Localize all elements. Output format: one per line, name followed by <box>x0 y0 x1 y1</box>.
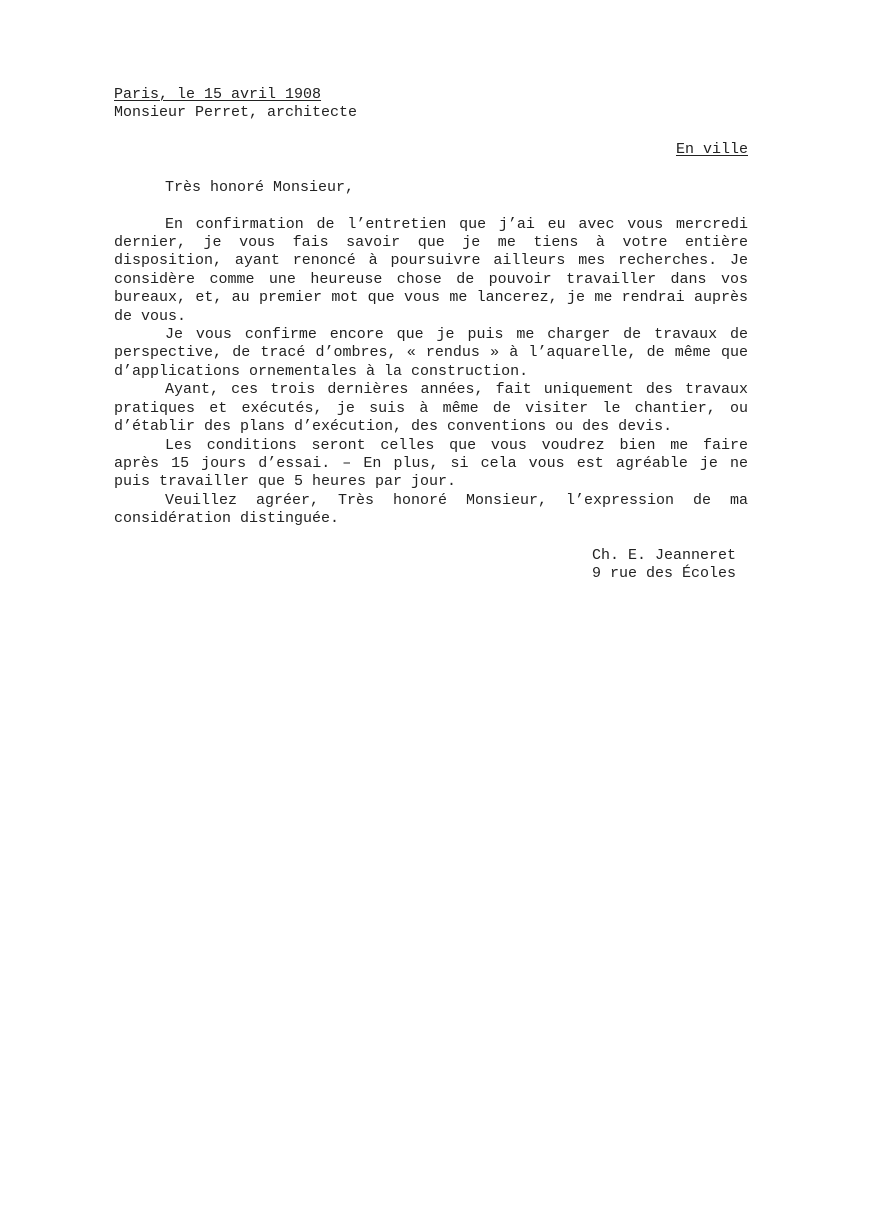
paragraph: Veuillez agréer, Très honoré Monsieur, l’expression de ma considération distinguée. <box>114 491 748 528</box>
signature-address: 9 rue des Écoles <box>592 564 737 582</box>
en-ville-text: En ville <box>675 140 748 158</box>
signature-name: Ch. E. Jeanneret <box>592 546 737 564</box>
paragraph: Je vous confirme encore que je puis me charger de travaux de perspective, de tracé d’ombres, « rendus » à l’aquarelle, de même que d’applications ornementales à la construction. <box>114 326 748 380</box>
paragraph: Ayant, ces trois dernières années, fait uniquement des travaux pratiques et exécutés, je suis à même de visiter le chantier, ou d’établir des plans d’exécution, des conventions ou des devis. <box>114 381 748 436</box>
signature-block <box>114 547 748 584</box>
paragraph: Les conditions seront celles que vous voudrez bien me faire après 15 jours d’essai. – En plus, si cela vous est agréable je ne puis travailler que 5 heures par jour. <box>114 436 748 491</box>
salutation: Très honoré Monsieur, <box>165 179 355 197</box>
recipient-line: Monsieur Perret, architecte <box>114 104 358 122</box>
date-line-text: Paris, le 15 avril 1908 <box>114 86 322 103</box>
date-line <box>114 86 748 104</box>
letter-page <box>114 86 748 583</box>
letter-body <box>114 216 748 529</box>
en-ville-line <box>114 141 748 159</box>
paragraph: En confirmation de l’entretien que j’ai eu avec vous mercredi dernier, je vous fais savoir que je me tiens à votre entière disposition, ayant renoncé à poursuivre ailleurs mes recherches. Je considère comme une heureuse chose de pouvoir travailler dans vos bureaux, et, au premier mot que vous me lancerez, je me rendrai auprès de vous. <box>114 215 748 325</box>
